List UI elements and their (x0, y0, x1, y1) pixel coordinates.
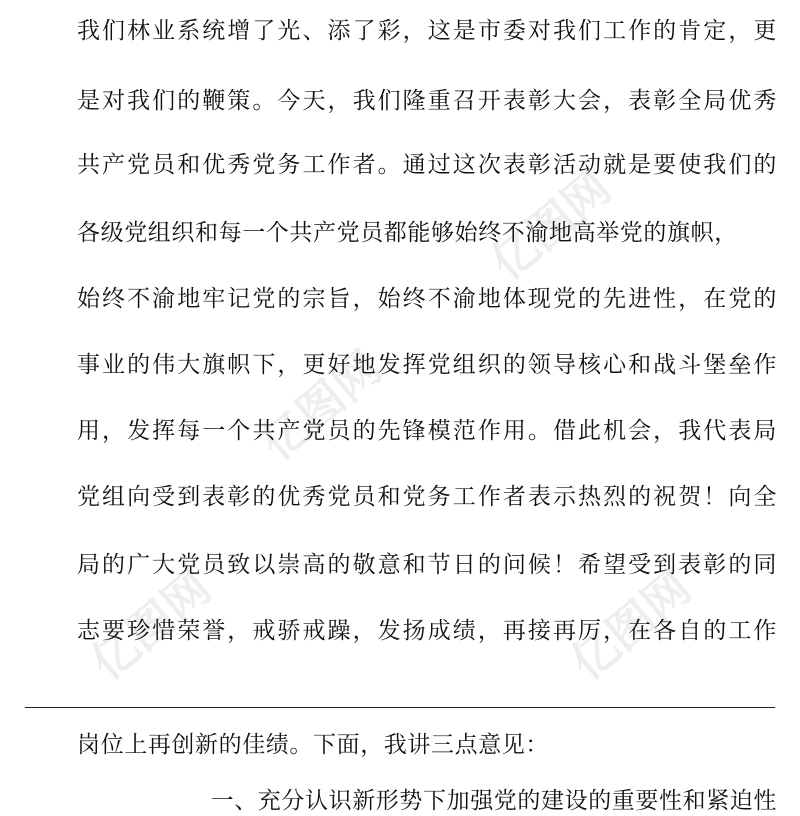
paragraph-line: 我们林业系统增了光、添了彩，这是市委对我们工作的肯定，更 (77, 18, 777, 44)
paragraph-line: 局的广大党员致以崇高的敬意和节日的问候！希望受到表彰的同 (77, 552, 777, 578)
watermark: 亿图网 (250, 340, 392, 471)
paragraph-line: 是对我们的鞭策。今天，我们隆重召开表彰大会，表彰全局优秀 (77, 88, 777, 114)
partial-line-text: 一、充分认识新形势下加强党的建设的重要性和紧迫性 (210, 788, 777, 814)
paragraph-line: 用，发挥每一个共产党员的先锋模范作用。借此机会，我代表局 (77, 418, 777, 444)
paragraph-line: 事业的伟大旗帜下，更好地发挥党组织的领导核心和战斗堡垒作 (77, 352, 777, 378)
paragraph-line: 共产党员和优秀党务工作者。通过这次表彰活动就是要使我们的 (77, 152, 777, 178)
watermark: 亿图网 (480, 160, 622, 291)
paragraph-line: 岗位上再创新的佳绩。下面，我讲三点意见： (77, 732, 549, 758)
paragraph-line: 各级党组织和每一个共产党员都能够始终不渝地高举党的旗帜， (77, 220, 738, 246)
partial-cut-line (77, 786, 777, 814)
paragraph-line: 志要珍惜荣誉，戒骄戒躁，发扬成绩，再接再厉，在各自的工作 (77, 618, 777, 644)
watermark: 亿图网 (80, 560, 222, 691)
page-break-divider (25, 707, 775, 708)
paragraph-line: 党组向受到表彰的优秀党员和党务工作者表示热烈的祝贺！向全 (77, 484, 777, 510)
watermark: 亿图网 (560, 560, 702, 691)
paragraph-line: 始终不渝地牢记党的宗旨，始终不渝地体现党的先进性，在党的 (77, 286, 777, 312)
